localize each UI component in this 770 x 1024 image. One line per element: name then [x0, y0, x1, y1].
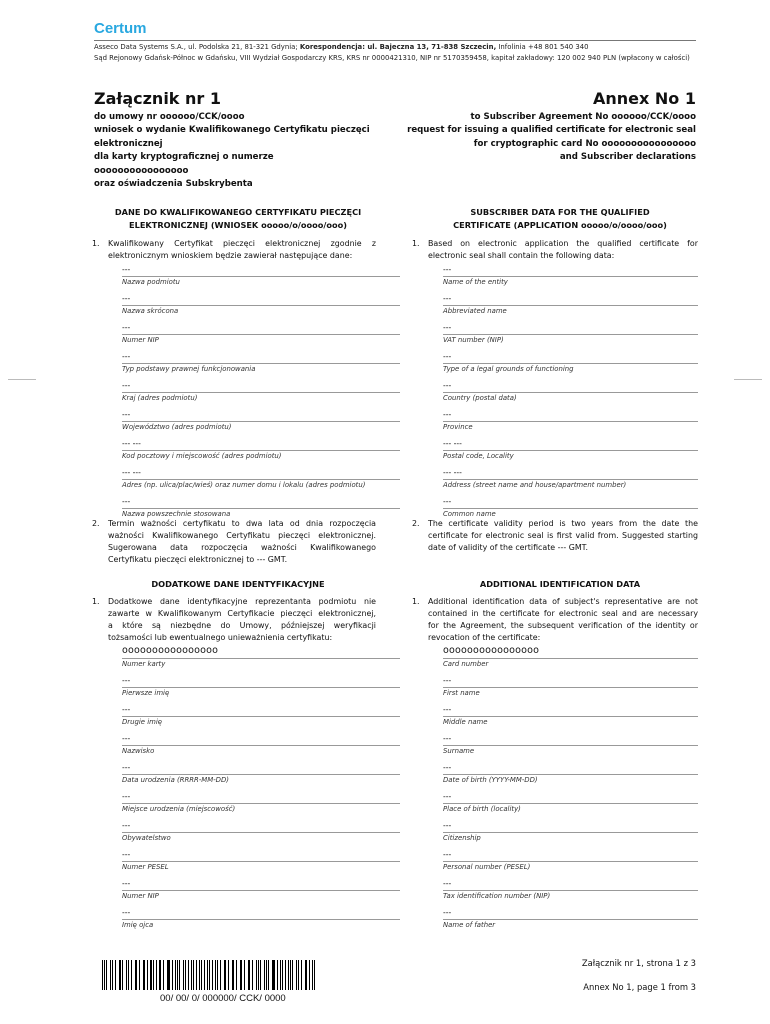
field-value: --- — [122, 850, 131, 859]
barcode-bar — [268, 960, 269, 990]
item-number: 1. — [92, 597, 100, 606]
field-label: Common name — [443, 510, 496, 518]
field-value: --- — [443, 676, 452, 685]
field-underline — [122, 305, 400, 306]
barcode-bar — [215, 960, 216, 990]
field-underline — [443, 745, 698, 746]
para-line: Certyfikatu pieczęci elektronicznej to --- GMT. — [108, 555, 288, 564]
field-underline — [122, 421, 400, 422]
field-value: --- — [443, 879, 452, 888]
field-value: --- — [443, 763, 452, 772]
barcode-bar — [233, 960, 234, 990]
page-number-pl: Załącznik nr 1, strona 1 z 3 — [581, 958, 696, 968]
field-value: --- — [122, 323, 131, 332]
field-value: --- — [122, 265, 131, 274]
field-label: Data urodzenia (RRRR-MM-DD) — [122, 776, 229, 784]
field-underline — [443, 832, 698, 833]
company-address: Asseco Data Systems S.A., ul. Podolska 21, 81-321 Gdynia; — [94, 43, 298, 51]
field-underline — [122, 479, 400, 480]
para-line: electronic seal shall contain the following data: — [428, 251, 615, 260]
para-line: elektronicznym wnioskiem będzie zawierał następujące dane: — [108, 251, 353, 260]
barcode — [102, 960, 317, 990]
section2-item1-pl — [108, 596, 376, 644]
section1-item1-en — [428, 238, 698, 262]
company-registry: Sąd Rejonowy Gdańsk-Północ w Gdańsku, VIII Wydział Gospodarczy KRS, KRS nr 0000421310, NIP nr 5170359458, kapitał zakładowy: 120 002 940 PLN (wpłacony w całości) — [94, 54, 690, 62]
heading-line: DANE DO KWALIFIKOWANEGO CERTYFIKATU PIECZĘCI — [114, 207, 362, 217]
field-label: Województwo (adres podmiotu) — [122, 423, 232, 431]
item-number: 1. — [412, 239, 420, 248]
para-line: revocation of the certificate: — [428, 633, 541, 642]
field-label: Obywatelstwo — [122, 834, 171, 842]
field-label: Kraj (adres podmiotu) — [122, 394, 198, 402]
field-label: Nazwisko — [122, 747, 155, 755]
field-label: Numer karty — [122, 660, 166, 668]
item-number: 1. — [92, 239, 100, 248]
subtitle-en — [376, 111, 696, 165]
field-underline — [122, 919, 400, 920]
field-label: Country (postal data) — [443, 394, 517, 402]
field-label: Adres (np. ulica/plac/wieś) oraz numer domu i lokalu (adres podmiotu) — [122, 481, 366, 489]
barcode-bar — [306, 960, 307, 990]
barcode-bar — [273, 960, 274, 990]
section2-heading-pl: DODATKOWE DANE IDENTYFIKACYJNE — [151, 579, 325, 589]
field-underline — [443, 890, 698, 891]
field-label: Card number — [443, 660, 489, 668]
field-underline — [122, 450, 400, 451]
page-number-en: Annex No 1, page 1 from 3 — [583, 982, 696, 992]
field-label: Nazwa skrócona — [122, 307, 179, 315]
field-value: --- — [122, 352, 131, 361]
section2-item1-en — [428, 596, 698, 644]
title-pl: Załącznik nr 1 — [94, 89, 221, 108]
field-underline — [443, 658, 698, 659]
barcode-bar — [110, 960, 111, 990]
para-line: contained in the certificate for electronic seal and are necessary — [428, 609, 698, 618]
subtitle-pl-line: do umowy nr oooooo/CCK/oooo — [94, 112, 245, 122]
field-label: Numer NIP — [122, 892, 159, 900]
field-value: --- --- — [122, 468, 141, 477]
barcode-bar — [175, 960, 176, 990]
field-underline — [443, 479, 698, 480]
company-hotline: Infolinia +48 801 540 340 — [498, 43, 589, 51]
field-value: --- — [443, 410, 452, 419]
field-value: --- --- — [443, 439, 462, 448]
barcode-bar — [298, 960, 299, 990]
para-line: Termin ważności certyfikatu to dwa lata od dnia rozpoczęcia — [108, 519, 376, 528]
field-underline — [443, 774, 698, 775]
field-label: Abbreviated name — [443, 307, 507, 315]
heading-line: ELEKTRONICZNEJ (WNIOSEK ooooo/o/oooo/ooo) — [129, 219, 347, 230]
barcode-bar — [139, 960, 140, 990]
field-value: --- — [122, 879, 131, 888]
field-label: Surname — [443, 747, 475, 755]
barcode-bar — [252, 960, 253, 990]
field-underline — [122, 658, 400, 659]
field-underline — [122, 334, 400, 335]
field-underline — [443, 508, 698, 509]
subtitle-en-line: request for issuing a qualified certificate for electronic seal — [407, 125, 696, 136]
field-value: --- — [443, 792, 452, 801]
field-underline — [122, 276, 400, 277]
para-line: a które są niezbędne do Umowy, późniejszej weryfikacji — [108, 621, 376, 630]
barcode-bar — [312, 960, 313, 990]
title-en: Annex No 1 — [593, 89, 696, 108]
subtitle-en-line: and Subscriber declarations — [559, 152, 696, 163]
field-underline — [443, 334, 698, 335]
para-line: date of validity of the certificate --- GMT. — [428, 543, 589, 552]
field-underline — [122, 774, 400, 775]
field-value: --- — [443, 908, 452, 917]
field-underline — [443, 861, 698, 862]
section1-item1-pl — [108, 238, 376, 262]
field-label: Miejsce urodzenia (miejscowość) — [122, 805, 236, 813]
barcode-bar — [280, 960, 281, 990]
para-line: Dodatkowe dane identyfikacyjne reprezentanta podmiotu nie — [108, 597, 376, 606]
field-value: --- — [122, 676, 131, 685]
subtitle-pl-line: oraz oświadczenia Subskrybenta — [94, 179, 253, 190]
field-underline — [122, 745, 400, 746]
fold-mark — [734, 379, 762, 380]
field-underline — [122, 363, 400, 364]
para-line: ważności Kwalifikowanego Certyfikatu pieczęci elektronicznej. — [108, 531, 376, 540]
field-underline — [122, 803, 400, 804]
field-value: --- — [122, 908, 131, 917]
field-label: Citizenship — [443, 834, 481, 842]
barcode-bar — [220, 960, 221, 990]
field-value: --- — [122, 734, 131, 743]
section2-heading-en: ADDITIONAL IDENTIFICATION DATA — [479, 579, 641, 589]
subtitle-en-line: to Subscriber Agreement No oooooo/CCK/oooo — [470, 112, 696, 122]
field-value: --- — [122, 705, 131, 714]
field-value: --- — [443, 294, 452, 303]
field-underline — [122, 890, 400, 891]
field-value: --- — [122, 410, 131, 419]
barcode-bar — [193, 960, 194, 990]
subtitle-pl — [94, 111, 394, 191]
barcode-bar — [153, 960, 154, 990]
field-value: --- --- — [443, 468, 462, 477]
para-line: Additional identification data of subject's representative are not — [428, 597, 698, 606]
field-underline — [443, 803, 698, 804]
field-value: --- — [443, 323, 452, 332]
field-underline — [443, 421, 698, 422]
field-label: Place of birth (locality) — [443, 805, 521, 813]
para-line: zawarte w Kwalifikowanym Certyfikacie pieczęci elektronicznej, — [108, 609, 376, 618]
barcode-bar — [183, 960, 184, 990]
barcode-bar — [102, 960, 103, 990]
field-value: oooooooooooooooo — [443, 645, 540, 656]
para-line: Sugerowana data rozpoczęcia ważności Kwalifikowanego — [108, 543, 376, 552]
barcode-bar — [260, 960, 261, 990]
barcode-bar — [201, 960, 202, 990]
section1-item2-en — [428, 518, 698, 554]
field-underline — [443, 450, 698, 451]
field-value: --- — [443, 821, 452, 830]
barcode-bar — [150, 960, 151, 990]
field-label: Tax identification number (NIP) — [443, 892, 551, 900]
barcode-bar — [168, 960, 169, 990]
field-value: --- — [443, 381, 452, 390]
section1-item2-pl — [108, 518, 376, 566]
subtitle-pl-line: elektronicznej — [94, 138, 163, 149]
subtitle-pl-line: wniosek o wydanie Kwalifikowanego Certyfikatu pieczęci — [94, 125, 370, 136]
barcode-bar — [185, 960, 186, 990]
item-number: 2. — [92, 519, 100, 528]
field-label: Typ podstawy prawnej funkcjonowania — [122, 365, 256, 373]
subtitle-en-line: for cryptographic card No oooooooooooooooo — [473, 138, 696, 149]
field-label: Province — [443, 423, 473, 431]
field-label: Type of a legal grounds of functioning — [443, 365, 574, 373]
field-underline — [443, 276, 698, 277]
field-value: --- — [122, 763, 131, 772]
field-label: Drugie imię — [122, 718, 163, 726]
field-label: Middle name — [443, 718, 488, 726]
barcode-bar — [288, 960, 289, 990]
field-underline — [443, 687, 698, 688]
item-number: 1. — [412, 597, 420, 606]
field-label: Name of father — [443, 921, 496, 929]
field-label: Nazwa podmiotu — [122, 278, 180, 286]
field-value: oooooooooooooooo — [122, 645, 219, 656]
field-underline — [122, 716, 400, 717]
certum-logo: Certum — [94, 20, 147, 37]
barcode-bar — [241, 960, 242, 990]
company-info — [94, 42, 696, 64]
barcode-bar — [228, 960, 229, 990]
para-line: tożsamości lub ewentualnego unieważnienia certyfikatu: — [108, 633, 333, 642]
field-underline — [122, 392, 400, 393]
field-label: Name of the entity — [443, 278, 508, 286]
barcode-bar — [160, 960, 161, 990]
field-label: Numer PESEL — [122, 863, 169, 871]
field-value: --- — [443, 705, 452, 714]
para-line: Kwalifikowany Certyfikat pieczęci elektronicznej zgodnie z — [108, 239, 376, 248]
barcode-bar — [122, 960, 123, 990]
field-label: VAT number (NIP) — [443, 336, 504, 344]
field-label: First name — [443, 689, 480, 697]
subtitle-pl-line: dla karty kryptograficznej o numerze — [94, 152, 274, 163]
field-value: --- — [443, 734, 452, 743]
field-value: --- — [122, 497, 131, 506]
barcode-bar — [207, 960, 208, 990]
fold-mark — [8, 379, 36, 380]
heading-line: SUBSCRIBER DATA FOR THE QUALIFIED — [470, 207, 650, 217]
field-value: --- — [443, 497, 452, 506]
field-value: --- — [443, 850, 452, 859]
field-value: --- — [443, 352, 452, 361]
field-value: --- --- — [122, 439, 141, 448]
field-underline — [122, 687, 400, 688]
field-label: Kod pocztowy i miejscowość (adres podmiotu) — [122, 452, 282, 460]
barcode-bar — [128, 960, 129, 990]
field-value: --- — [122, 381, 131, 390]
field-label: Personal number (PESEL) — [443, 863, 531, 871]
field-underline — [443, 363, 698, 364]
field-label: Nazwa powszechnie stosowana — [122, 510, 231, 518]
field-label: Postal code, Locality — [443, 452, 514, 460]
field-value: --- — [122, 821, 131, 830]
company-correspondence: Korespondencja: ul. Bajeczna 13, 71-838 Szczecin, — [299, 43, 497, 51]
field-underline — [443, 305, 698, 306]
field-label: Numer NIP — [122, 336, 159, 344]
field-underline — [443, 392, 698, 393]
field-label: Address (street name and house/apartment number) — [443, 481, 627, 489]
field-underline — [122, 508, 400, 509]
para-line: The certificate validity period is two years from the date the — [428, 519, 698, 528]
para-line: Based on electronic application the qualified certificate for — [428, 239, 698, 248]
field-label: Imię ojca — [122, 921, 154, 929]
field-label: Pierwsze imię — [122, 689, 170, 697]
section1-heading-pl — [88, 206, 388, 231]
para-line: for the Agreement, the subsequent verification of the identity or — [428, 621, 698, 630]
barcode-bar — [249, 960, 250, 990]
header-divider — [94, 40, 696, 41]
barcode-bar — [296, 960, 297, 990]
heading-line: CERTIFICATE (APPLICATION ooooo/o/oooo/ooo) — [453, 219, 667, 230]
field-value: --- — [122, 792, 131, 801]
barcode-bar — [136, 960, 137, 990]
field-underline — [443, 716, 698, 717]
item-number: 2. — [412, 519, 420, 528]
barcode-text: 00/ 00/ 0/ 000000/ CCK/ 0000 — [160, 993, 286, 1004]
field-underline — [122, 861, 400, 862]
field-underline — [122, 832, 400, 833]
subtitle-pl-line: oooooooooooooooo — [94, 165, 189, 176]
field-value: --- — [443, 265, 452, 274]
para-line: certificate for electronic seal is first valid from. Suggested starting — [428, 531, 698, 540]
field-value: --- — [122, 294, 131, 303]
field-underline — [443, 919, 698, 920]
section1-heading-en — [420, 206, 700, 231]
field-label: Date of birth (YYYY-MM-DD) — [443, 776, 538, 784]
barcode-bar — [115, 960, 116, 990]
